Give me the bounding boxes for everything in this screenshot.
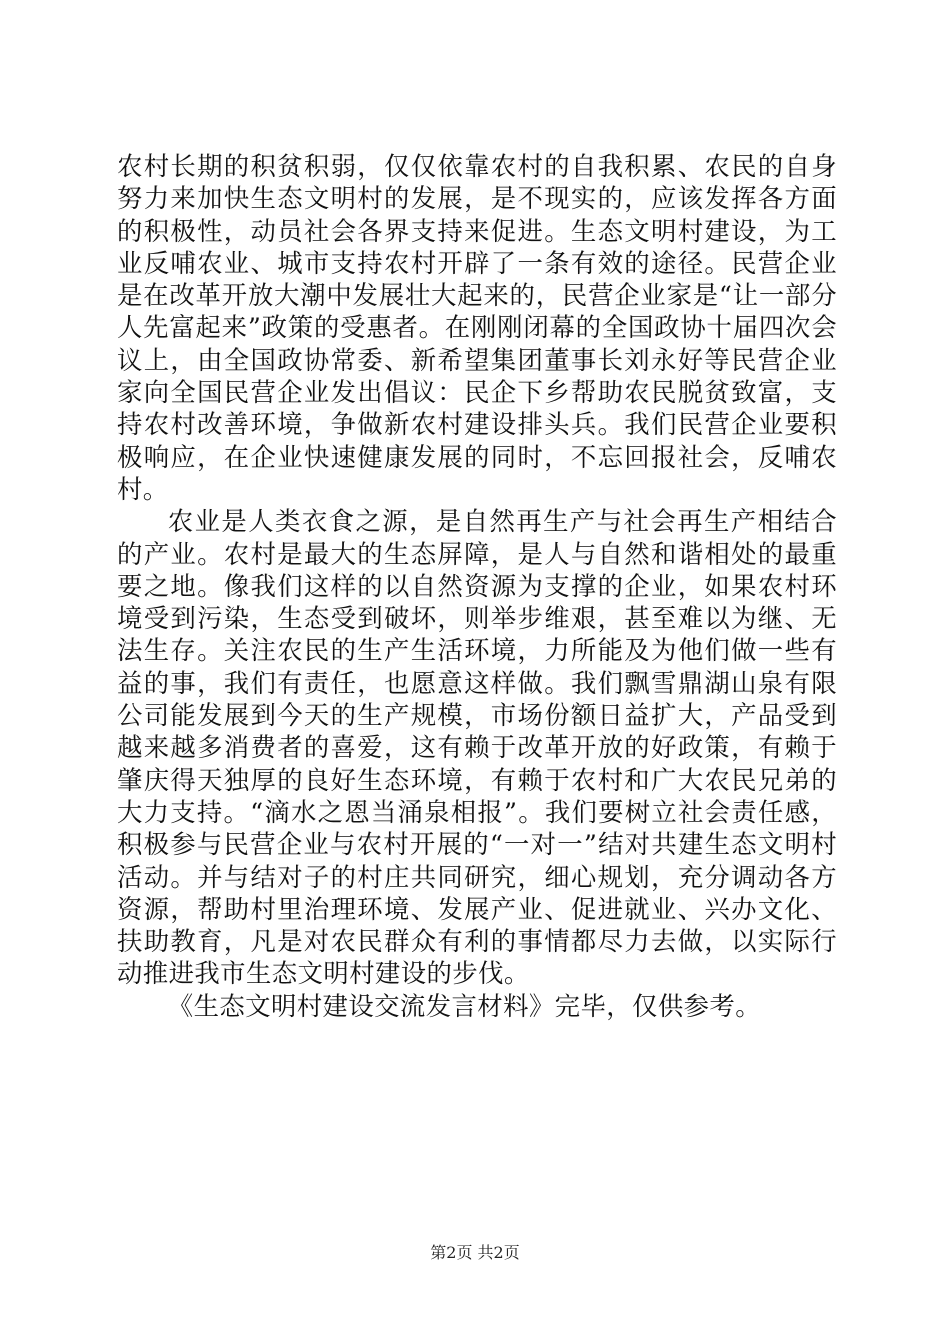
paragraph-1: 农村长期的积贫积弱，仅仅依靠农村的自我积累、农民的自身努力来加快生态文明村的发展，是不现实的，应该发挥各方面的积极性，动员社会各界支持来促进。生态文明村建设，为工业反哺农业、城市支持农村开辟了一条有效的途径。民营企业是在改革开放大潮中发展壮大起来的，民营企业家是“让一部分人先富起来”政策的受惠者。在刚刚闭幕的全国政协十届四次会议上，由全国政协常委、新希望集团董事长刘永好等民营企业家向全国民营企业发出倡议：民企下乡帮助农民脱贫致富，支持农村改善环境，争做新农村建设排头兵。我们民营企业要积极响应，在企业快速健康发展的同时，不忘回报社会，反哺农村。 [117,151,837,504]
page-number-footer: 第2页 共2页 [430,1243,520,1262]
paragraph-3: 《生态文明村建设交流发言材料》完毕，仅供参考。 [167,990,761,1021]
paragraph-2: 农业是人类衣食之源，是自然再生产与社会再生产相结合的产业。农村是最大的生态屏障，是人与自然和谐相处的最重要之地。像我们这样的以自然资源为支撑的企业，如果农村环境受到污染，生态受到破坏，则举步维艰，甚至难以为继、无法生存。关注农民的生产生活环境，力所能及为他们做一些有益的事，我们有责任，也愿意这样做。我们飘雪鼎湖山泉有限公司能发展到今天的生产规模，市场份额日益扩大，产品受到越来越多消费者的喜爱，这有赖于改革开放的好政策，有赖于肇庆得天独厚的良好生态环境，有赖于农村和广大农民兄弟的大力支持。“滴水之恩当涌泉相报”。我们要树立社会责任感，积极参与民营企业与农村开展的“一对一”结对共建生态文明村活动。并与结对子的村庄共同研究，细心规划，充分调动各方资源，帮助村里治理环境、发展产业、促进就业、兴办文化、扶助教育，凡是对农民群众有利的事情都尽力去做，以实际行动推进我市生态文明村建设的步伐。 [117,506,837,989]
document-body [117,150,837,1022]
